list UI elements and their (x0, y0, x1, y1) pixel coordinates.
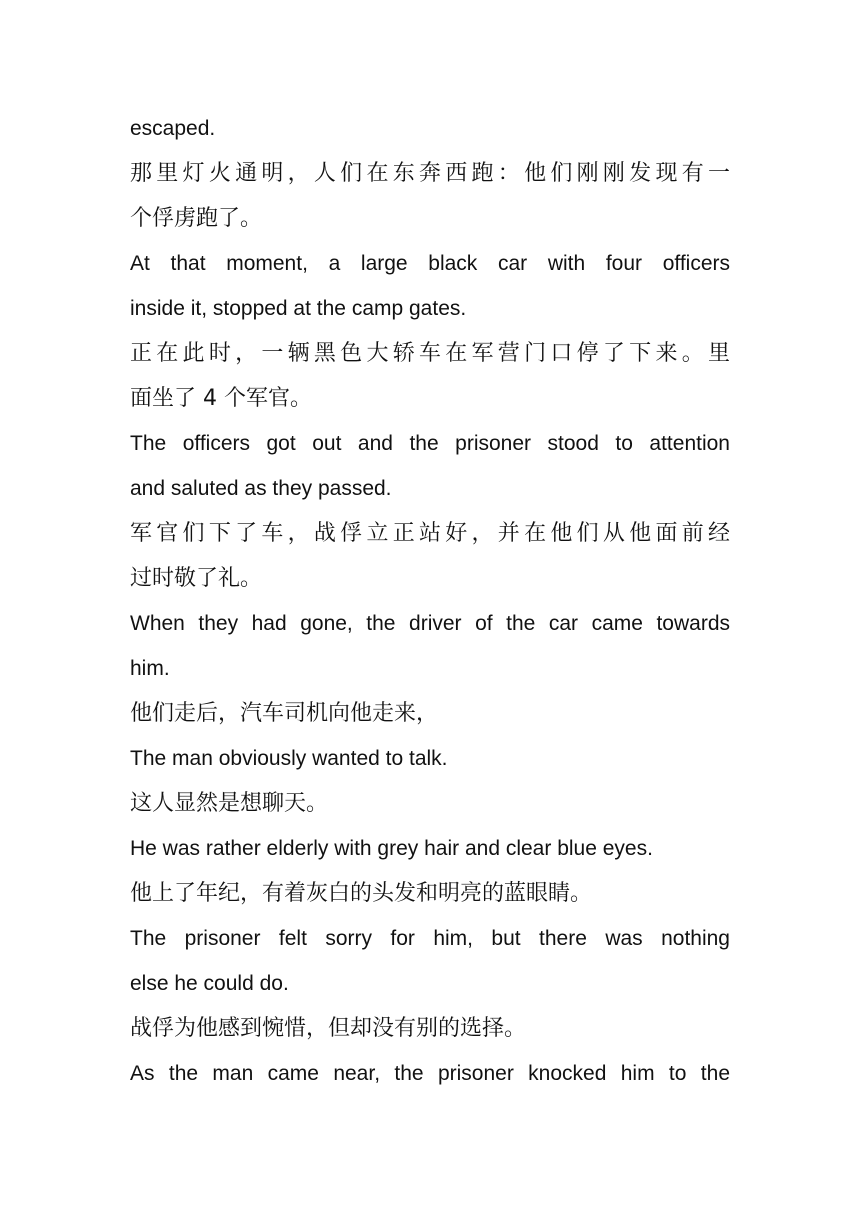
text-line-en: He was rather elderly with grey hair and clear blue eyes. (130, 837, 653, 860)
text-line-en: The officers got out and the prisoner stood to attention (130, 432, 730, 455)
text-line-en: and saluted as they passed. (130, 477, 392, 500)
text-line-zh: 他上了年纪，有着灰白的头发和明亮的蓝眼睛。 (130, 881, 593, 906)
text-line-zh: 那里灯火通明，人们在东奔西跑：他们刚刚发现有一 (130, 161, 730, 186)
text-line-zh: 这人显然是想聊天。 (130, 791, 329, 816)
text-line-en: The prisoner felt sorry for him, but there was nothing (130, 927, 730, 950)
bilingual-text-body (130, 106, 730, 1096)
text-line-en: else he could do. (130, 972, 289, 995)
text-line-en: At that moment, a large black car with four officers (130, 252, 730, 275)
text-line-zh: 战俘为他感到惋惜，但却没有别的选择。 (130, 1016, 527, 1041)
text-line-zh: 过时敬了礼。 (130, 566, 263, 591)
text-line-zh: 军官们下了车，战俘立正站好，并在他们从他面前经 (130, 521, 730, 546)
text-line-en: escaped. (130, 117, 216, 140)
text-line-en: him. (130, 657, 170, 680)
text-line-zh: 正在此时，一辆黑色大轿车在军营门口停了下来。里 (130, 341, 730, 366)
text-line-en: When they had gone, the driver of the car came towards (130, 612, 730, 635)
text-line-zh: 个俘虏跑了。 (130, 206, 263, 231)
text-line-zh: 他们走后，汽车司机向他走来， (130, 701, 439, 726)
text-line-zh: 面坐了 4 个军官。 (130, 386, 312, 411)
text-line-en: The man obviously wanted to talk. (130, 747, 448, 770)
text-line-en: inside it, stopped at the camp gates. (130, 297, 467, 320)
text-line-en: As the man came near, the prisoner knocked him to the (130, 1062, 730, 1085)
